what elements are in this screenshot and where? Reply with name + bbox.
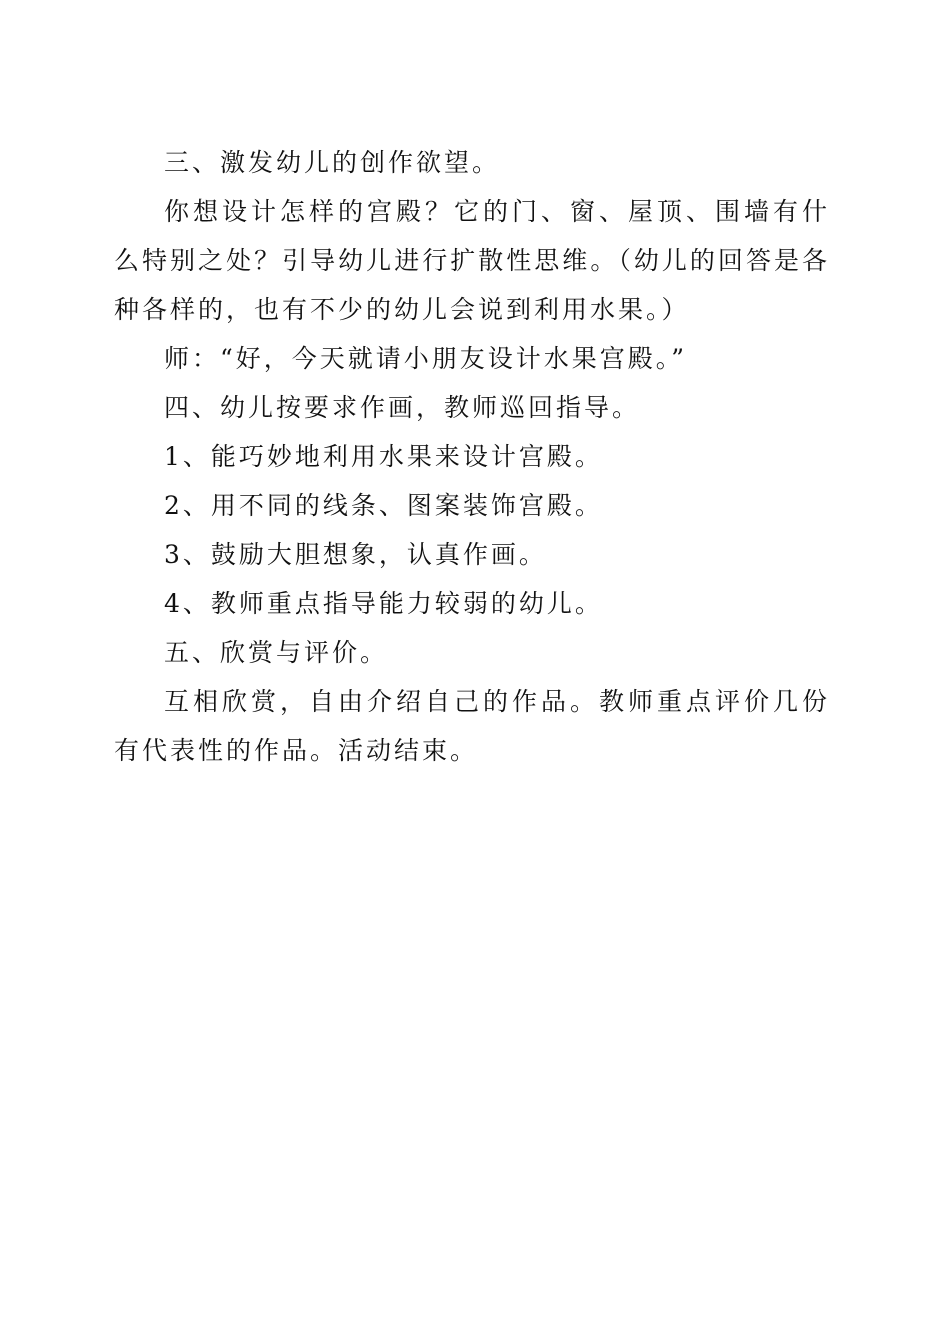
section-heading-4: 四、幼儿按要求作画，教师巡回指导。 [164,393,641,422]
list-item-3: 3、鼓励大胆想象，认真作画。 [164,540,547,569]
teacher-quote: 师：“好，今天就请小朋友设计水果宫殿。” [164,344,688,373]
list-item-2: 2、用不同的线条、图案装饰宫殿。 [164,491,603,520]
body-paragraph: 互相欣赏，自由介绍自己的作品。教师重点评价几份有代表性的作品。活动结束。 [114,687,830,765]
list-item-4: 4、教师重点指导能力较弱的幼儿。 [164,589,603,618]
list-item-1: 1、能巧妙地利用水果来设计宫殿。 [164,442,603,471]
section-heading-3: 三、激发幼儿的创作欲望。 [164,148,501,177]
section-heading-5: 五、欣赏与评价。 [164,638,389,667]
body-paragraph: 你想设计怎样的宫殿？它的门、窗、屋顶、围墙有什么特别之处？引导幼儿进行扩散性思维。（幼儿的回答是各种各样的，也有不少的幼儿会说到利用水果。） [114,197,830,324]
document-body [114,138,830,775]
